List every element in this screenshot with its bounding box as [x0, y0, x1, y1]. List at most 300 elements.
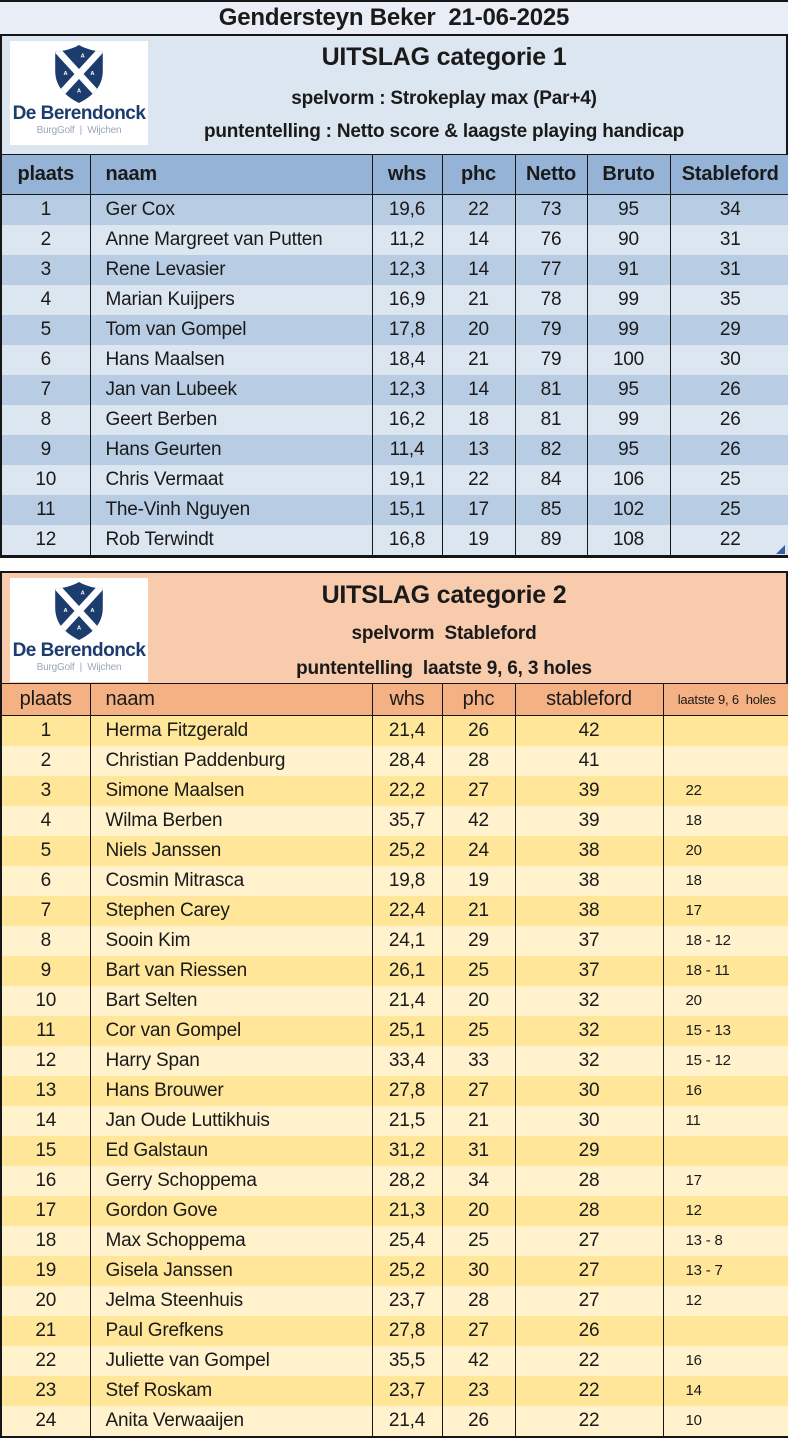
cell-naam: Christian Paddenburg — [90, 746, 372, 776]
cell-whs: 19,1 — [372, 465, 442, 495]
cell-phc: 29 — [442, 926, 515, 956]
cell-laatste: 20 — [663, 836, 788, 866]
category2-section — [0, 571, 788, 1438]
table-row — [2, 225, 788, 255]
cell-whs: 25,4 — [372, 1226, 442, 1256]
cell-stableford: 26 — [670, 405, 788, 435]
cell-stableford: 41 — [515, 746, 663, 776]
category2-spelvorm: spelvorm Stableford — [351, 623, 537, 644]
club-name: De Berendonck — [12, 640, 146, 661]
cell-plaats: 15 — [2, 1136, 90, 1166]
cell-whs: 21,5 — [372, 1106, 442, 1136]
cell-naam: Jelma Steenhuis — [90, 1286, 372, 1316]
cell-whs: 16,9 — [372, 285, 442, 315]
cell-phc: 21 — [442, 1106, 515, 1136]
table-row — [2, 345, 788, 375]
cell-laatste: 11 — [663, 1106, 788, 1136]
cell-naam: Paul Grefkens — [90, 1316, 372, 1346]
category1-spelvorm: spelvorm : Strokeplay max (Par+4) — [291, 88, 597, 109]
cell-phc: 21 — [442, 285, 515, 315]
cell-bruto: 100 — [587, 345, 670, 375]
cell-naam: Juliette van Gompel — [90, 1346, 372, 1376]
table-header-row — [2, 684, 788, 716]
table-row — [2, 716, 788, 747]
cell-whs: 24,1 — [372, 926, 442, 956]
cell-naam: Stef Roskam — [90, 1376, 372, 1406]
cell-netto: 89 — [515, 525, 587, 555]
svg-text:A: A — [80, 590, 85, 597]
cell-bruto: 90 — [587, 225, 670, 255]
cell-phc: 42 — [442, 806, 515, 836]
table-row — [2, 896, 788, 926]
svg-text:A: A — [80, 53, 85, 60]
table-row — [2, 806, 788, 836]
cell-stableford: 34 — [670, 195, 788, 226]
cell-stableford: 27 — [515, 1226, 663, 1256]
table-row — [2, 375, 788, 405]
cell-stableford: 30 — [515, 1106, 663, 1136]
cell-phc: 30 — [442, 1256, 515, 1286]
cell-plaats: 1 — [2, 195, 90, 226]
cell-naam: Jan van Lubeek — [90, 375, 372, 405]
cell-whs: 21,4 — [372, 1406, 442, 1436]
table-row — [2, 1166, 788, 1196]
cell-whs: 25,2 — [372, 836, 442, 866]
cell-bruto: 99 — [587, 405, 670, 435]
col-header-laatste: laatste 9, 6 holes — [663, 684, 788, 716]
cell-naam: Harry Span — [90, 1046, 372, 1076]
svg-text:A: A — [90, 71, 95, 78]
cell-plaats: 12 — [2, 525, 90, 555]
cell-phc: 20 — [442, 315, 515, 345]
cell-laatste: 10 — [663, 1406, 788, 1436]
cell-naam: Wilma Berben — [90, 806, 372, 836]
cell-bruto: 106 — [587, 465, 670, 495]
cell-plaats: 3 — [2, 776, 90, 806]
cell-plaats: 1 — [2, 716, 90, 747]
cell-laatste: 16 — [663, 1346, 788, 1376]
cell-phc: 26 — [442, 1406, 515, 1436]
cell-bruto: 95 — [587, 195, 670, 226]
cell-laatste: 18 — [663, 806, 788, 836]
table-row — [2, 465, 788, 495]
category2-puntentelling: puntentelling laatste 9, 6, 3 holes — [296, 658, 592, 679]
cell-plaats: 7 — [2, 375, 90, 405]
table-row — [2, 1076, 788, 1106]
cell-phc: 31 — [442, 1136, 515, 1166]
col-header-plaats: plaats — [2, 155, 90, 195]
cell-phc: 21 — [442, 896, 515, 926]
table-row — [2, 285, 788, 315]
cell-plaats: 18 — [2, 1226, 90, 1256]
cell-plaats: 21 — [2, 1316, 90, 1346]
cell-bruto: 99 — [587, 315, 670, 345]
cell-phc: 13 — [442, 435, 515, 465]
cell-stableford: 31 — [670, 255, 788, 285]
cell-phc: 25 — [442, 1016, 515, 1046]
cell-stableford: 38 — [515, 866, 663, 896]
cell-whs: 17,8 — [372, 315, 442, 345]
cell-plaats: 11 — [2, 1016, 90, 1046]
cell-plaats: 17 — [2, 1196, 90, 1226]
cell-stableford: 27 — [515, 1256, 663, 1286]
cell-naam: Cosmin Mitrasca — [90, 866, 372, 896]
table-row — [2, 195, 788, 226]
cell-laatste: 14 — [663, 1376, 788, 1406]
table-row — [2, 255, 788, 285]
cell-phc: 21 — [442, 345, 515, 375]
cell-stableford: 22 — [515, 1406, 663, 1436]
cell-whs: 27,8 — [372, 1316, 442, 1346]
club-crest-icon — [53, 44, 105, 104]
cell-plaats: 20 — [2, 1286, 90, 1316]
cell-phc: 22 — [442, 465, 515, 495]
cell-naam: Sooin Kim — [90, 926, 372, 956]
cell-naam: Gerry Schoppema — [90, 1166, 372, 1196]
col-header-netto: Netto — [515, 155, 587, 195]
cell-plaats: 2 — [2, 746, 90, 776]
page-title: Gendersteyn Beker 21-06-2025 — [0, 0, 788, 36]
cell-netto: 79 — [515, 345, 587, 375]
cell-stableford: 42 — [515, 716, 663, 747]
category2-heading: UITSLAG categorie 2 — [321, 581, 567, 609]
cell-bruto: 99 — [587, 285, 670, 315]
cell-plaats: 4 — [2, 285, 90, 315]
table-row — [2, 525, 788, 555]
cell-whs: 18,4 — [372, 345, 442, 375]
cell-naam: Hans Geurten — [90, 435, 372, 465]
cell-plaats: 6 — [2, 866, 90, 896]
cell-netto: 76 — [515, 225, 587, 255]
cell-phc: 18 — [442, 405, 515, 435]
results-table-category1 — [2, 154, 788, 555]
cell-phc: 14 — [442, 225, 515, 255]
cell-laatste: 20 — [663, 986, 788, 1016]
cell-whs: 21,3 — [372, 1196, 442, 1226]
club-logo — [10, 578, 148, 682]
section-divider — [0, 558, 788, 571]
table-row — [2, 1016, 788, 1046]
cell-stableford: 22 — [670, 525, 788, 555]
cell-naam: The-Vinh Nguyen — [90, 495, 372, 525]
cell-naam: Geert Berben — [90, 405, 372, 435]
cell-phc: 33 — [442, 1046, 515, 1076]
cell-stableford: 32 — [515, 1046, 663, 1076]
table-row — [2, 836, 788, 866]
cell-stableford: 29 — [515, 1136, 663, 1166]
cell-whs: 23,7 — [372, 1286, 442, 1316]
svg-text:A: A — [77, 88, 81, 95]
cell-bruto: 102 — [587, 495, 670, 525]
cell-naam: Rob Terwindt — [90, 525, 372, 555]
cell-whs: 33,4 — [372, 1046, 442, 1076]
cell-naam: Stephen Carey — [90, 896, 372, 926]
cell-phc: 19 — [442, 525, 515, 555]
table-row — [2, 1106, 788, 1136]
col-header-whs: whs — [372, 155, 442, 195]
table-row — [2, 435, 788, 465]
cell-stableford: 25 — [670, 465, 788, 495]
cell-naam: Chris Vermaat — [90, 465, 372, 495]
club-crest-icon — [53, 581, 105, 641]
cell-phc: 28 — [442, 1286, 515, 1316]
cell-stableford: 30 — [515, 1076, 663, 1106]
cell-laatste — [663, 716, 788, 747]
cell-plaats: 4 — [2, 806, 90, 836]
cell-stableford: 30 — [670, 345, 788, 375]
cell-naam: Hans Brouwer — [90, 1076, 372, 1106]
cell-naam: Marian Kuijpers — [90, 285, 372, 315]
cell-phc: 20 — [442, 986, 515, 1016]
cell-plaats: 14 — [2, 1106, 90, 1136]
cell-whs: 15,1 — [372, 495, 442, 525]
table-row — [2, 1046, 788, 1076]
cell-whs: 31,2 — [372, 1136, 442, 1166]
cell-phc: 26 — [442, 716, 515, 747]
table-header-row — [2, 155, 788, 195]
cell-bruto: 108 — [587, 525, 670, 555]
cell-netto: 77 — [515, 255, 587, 285]
cell-naam: Herma Fitzgerald — [90, 716, 372, 747]
cell-plaats: 2 — [2, 225, 90, 255]
cell-whs: 35,7 — [372, 806, 442, 836]
cell-plaats: 3 — [2, 255, 90, 285]
cell-whs: 27,8 — [372, 1076, 442, 1106]
table-row — [2, 866, 788, 896]
table-row — [2, 405, 788, 435]
cell-plaats: 8 — [2, 926, 90, 956]
cell-phc: 24 — [442, 836, 515, 866]
cell-stableford: 28 — [515, 1166, 663, 1196]
cell-phc: 20 — [442, 1196, 515, 1226]
table-row — [2, 1226, 788, 1256]
cell-stableford: 25 — [670, 495, 788, 525]
cell-stableford: 29 — [670, 315, 788, 345]
cell-phc: 22 — [442, 195, 515, 226]
cell-naam: Bart Selten — [90, 986, 372, 1016]
cell-stableford: 39 — [515, 806, 663, 836]
cell-stableford: 26 — [670, 375, 788, 405]
svg-text:A: A — [63, 608, 68, 615]
cell-bruto: 95 — [587, 375, 670, 405]
cell-stableford: 38 — [515, 896, 663, 926]
cell-whs: 22,4 — [372, 896, 442, 926]
cell-stableford: 32 — [515, 986, 663, 1016]
cell-naam: Ger Cox — [90, 195, 372, 226]
cell-netto: 84 — [515, 465, 587, 495]
cell-stableford: 31 — [670, 225, 788, 255]
cell-naam: Niels Janssen — [90, 836, 372, 866]
cell-laatste: 22 — [663, 776, 788, 806]
cell-whs: 21,4 — [372, 986, 442, 1016]
category1-section — [0, 36, 788, 558]
cell-netto: 81 — [515, 375, 587, 405]
cell-laatste: 15 - 12 — [663, 1046, 788, 1076]
cell-phc: 28 — [442, 746, 515, 776]
cell-whs: 16,2 — [372, 405, 442, 435]
cell-naam: Anne Margreet van Putten — [90, 225, 372, 255]
cell-phc: 19 — [442, 866, 515, 896]
cell-plaats: 5 — [2, 836, 90, 866]
cell-phc: 25 — [442, 1226, 515, 1256]
cell-naam: Bart van Riessen — [90, 956, 372, 986]
cell-stableford: 27 — [515, 1286, 663, 1316]
cell-laatste: 12 — [663, 1196, 788, 1226]
cell-netto: 82 — [515, 435, 587, 465]
cell-laatste: 15 - 13 — [663, 1016, 788, 1046]
cell-plaats: 6 — [2, 345, 90, 375]
cell-phc: 25 — [442, 956, 515, 986]
col-header-phc: phc — [442, 155, 515, 195]
club-subtitle: BurgGolf | Wijchen — [36, 662, 122, 673]
results-table-category2 — [2, 683, 788, 1436]
cell-naam: Simone Maalsen — [90, 776, 372, 806]
table-row — [2, 1376, 788, 1406]
cell-phc: 27 — [442, 1076, 515, 1106]
cell-whs: 21,4 — [372, 716, 442, 747]
cell-naam: Hans Maalsen — [90, 345, 372, 375]
cell-whs: 35,5 — [372, 1346, 442, 1376]
cell-phc: 23 — [442, 1376, 515, 1406]
svg-text:A: A — [77, 625, 81, 632]
cell-laatste: 13 - 8 — [663, 1226, 788, 1256]
cell-stableford: 22 — [515, 1346, 663, 1376]
cell-laatste — [663, 1136, 788, 1166]
cell-plaats: 11 — [2, 495, 90, 525]
cell-phc: 27 — [442, 1316, 515, 1346]
cell-netto: 79 — [515, 315, 587, 345]
cell-phc: 34 — [442, 1166, 515, 1196]
cell-laatste: 17 — [663, 1166, 788, 1196]
cell-whs: 28,2 — [372, 1166, 442, 1196]
cell-whs: 25,1 — [372, 1016, 442, 1046]
cell-laatste: 13 - 7 — [663, 1256, 788, 1286]
col-header-naam: naam — [90, 684, 372, 716]
cell-plaats: 9 — [2, 435, 90, 465]
cell-plaats: 7 — [2, 896, 90, 926]
table-row — [2, 746, 788, 776]
cell-whs: 28,4 — [372, 746, 442, 776]
cell-whs: 11,2 — [372, 225, 442, 255]
table-row — [2, 1406, 788, 1436]
cell-naam: Ed Galstaun — [90, 1136, 372, 1166]
cell-laatste: 16 — [663, 1076, 788, 1106]
category2-info-panel — [2, 573, 786, 683]
cell-laatste: 18 - 12 — [663, 926, 788, 956]
col-header-stableford: stableford — [515, 684, 663, 716]
club-logo — [10, 41, 148, 145]
table-row — [2, 1286, 788, 1316]
cell-bruto: 95 — [587, 435, 670, 465]
cell-laatste — [663, 1316, 788, 1346]
cell-phc: 14 — [442, 375, 515, 405]
cell-naam: Jan Oude Luttikhuis — [90, 1106, 372, 1136]
col-header-plaats: plaats — [2, 684, 90, 716]
cell-plaats: 10 — [2, 986, 90, 1016]
cell-plaats: 8 — [2, 405, 90, 435]
cell-stableford: 37 — [515, 926, 663, 956]
cell-plaats: 9 — [2, 956, 90, 986]
cell-phc: 14 — [442, 255, 515, 285]
cell-plaats: 10 — [2, 465, 90, 495]
cell-bruto: 91 — [587, 255, 670, 285]
cell-whs: 16,8 — [372, 525, 442, 555]
table-row — [2, 1346, 788, 1376]
cell-laatste: 18 — [663, 866, 788, 896]
cell-stableford: 39 — [515, 776, 663, 806]
category1-heading: UITSLAG categorie 1 — [321, 43, 567, 71]
category1-info-panel — [2, 36, 786, 154]
svg-text:A: A — [63, 71, 68, 78]
cell-naam: Gordon Gove — [90, 1196, 372, 1226]
cell-naam: Anita Verwaaijen — [90, 1406, 372, 1436]
cell-plaats: 19 — [2, 1256, 90, 1286]
cell-plaats: 16 — [2, 1166, 90, 1196]
cell-whs: 12,3 — [372, 375, 442, 405]
table-row — [2, 1316, 788, 1346]
club-subtitle: BurgGolf | Wijchen — [36, 125, 122, 136]
cell-netto: 73 — [515, 195, 587, 226]
cell-naam: Max Schoppema — [90, 1226, 372, 1256]
cell-plaats: 13 — [2, 1076, 90, 1106]
col-header-bruto: Bruto — [587, 155, 670, 195]
cell-plaats: 12 — [2, 1046, 90, 1076]
cell-netto: 78 — [515, 285, 587, 315]
cell-laatste — [663, 746, 788, 776]
cell-stableford: 22 — [515, 1376, 663, 1406]
cell-whs: 11,4 — [372, 435, 442, 465]
category1-puntentelling: puntentelling : Netto score & laagste playing handicap — [203, 121, 685, 142]
cell-plaats: 24 — [2, 1406, 90, 1436]
table-row — [2, 315, 788, 345]
col-header-whs: whs — [372, 684, 442, 716]
svg-text:A: A — [90, 608, 95, 615]
cell-naam: Cor van Gompel — [90, 1016, 372, 1046]
cell-naam: Tom van Gompel — [90, 315, 372, 345]
cell-whs: 12,3 — [372, 255, 442, 285]
cell-whs: 22,2 — [372, 776, 442, 806]
cell-naam: Gisela Janssen — [90, 1256, 372, 1286]
table-row — [2, 986, 788, 1016]
cell-laatste: 18 - 11 — [663, 956, 788, 986]
cell-whs: 23,7 — [372, 1376, 442, 1406]
cell-laatste: 17 — [663, 896, 788, 926]
cell-whs: 19,8 — [372, 866, 442, 896]
cell-stableford: 26 — [515, 1316, 663, 1346]
cell-phc: 17 — [442, 495, 515, 525]
table-row — [2, 776, 788, 806]
table-row — [2, 956, 788, 986]
cell-whs: 25,2 — [372, 1256, 442, 1286]
col-header-phc: phc — [442, 684, 515, 716]
cell-stableford: 32 — [515, 1016, 663, 1046]
cell-whs: 19,6 — [372, 195, 442, 226]
cell-stableford: 28 — [515, 1196, 663, 1226]
cell-stableford: 26 — [670, 435, 788, 465]
cell-plaats: 23 — [2, 1376, 90, 1406]
cell-netto: 85 — [515, 495, 587, 525]
cell-stableford: 37 — [515, 956, 663, 986]
table-row — [2, 1196, 788, 1226]
table-row — [2, 495, 788, 525]
col-header-stableford: Stableford — [670, 155, 788, 195]
cell-netto: 81 — [515, 405, 587, 435]
cell-plaats: 22 — [2, 1346, 90, 1376]
cell-stableford: 38 — [515, 836, 663, 866]
table-row — [2, 1256, 788, 1286]
col-header-naam: naam — [90, 155, 372, 195]
table-row — [2, 926, 788, 956]
